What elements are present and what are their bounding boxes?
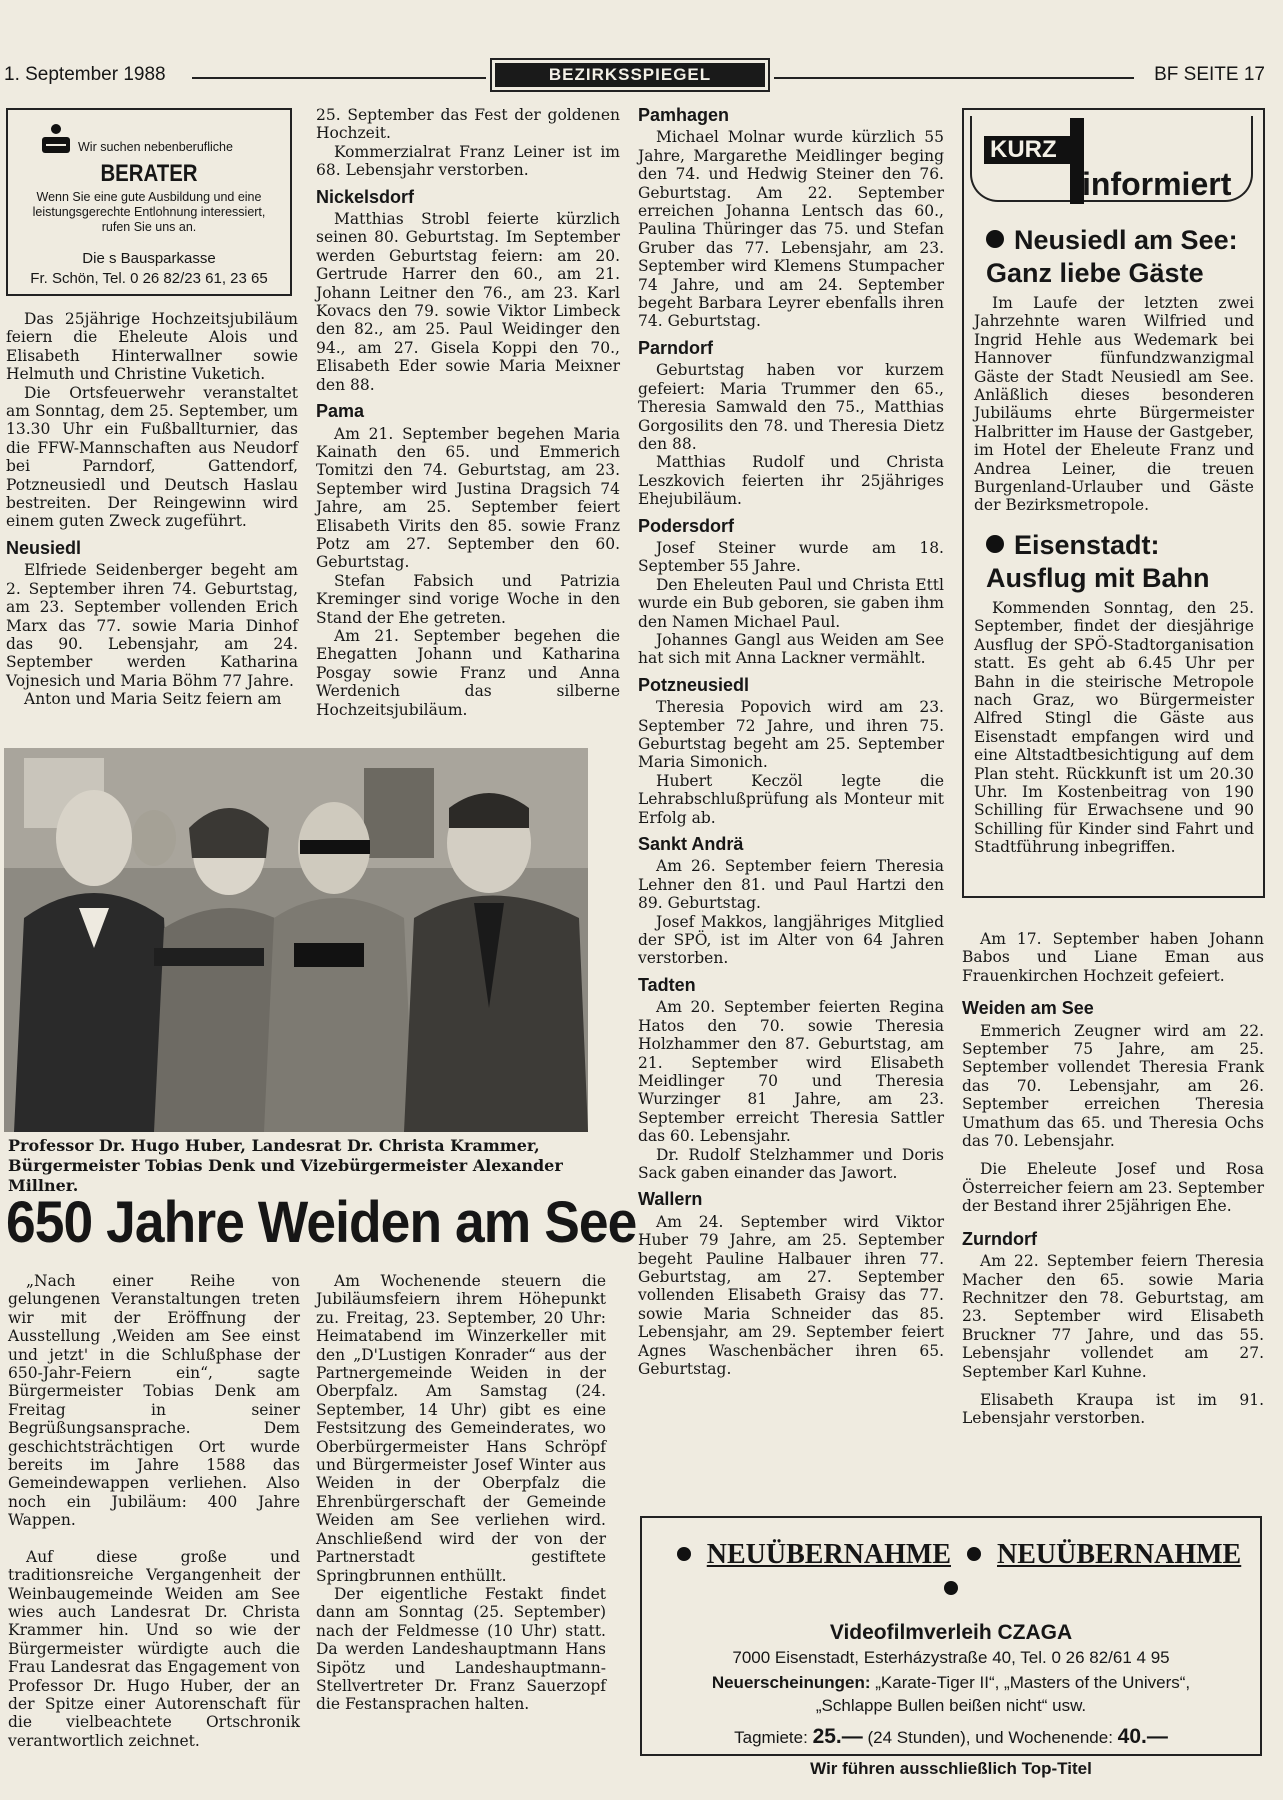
paragraph: Am Wochenende steuern die Jubiläumsfeiern ihrem Höhepunkt zu. Freitag, 23. September, 20 Uhr: Heimatabend im Winzerkeller mit den „D'Lustigen Konrader“ aus der Partnergemeinde Weiden in der Oberpfalz. Am Samstag (24. September, 14 Uhr) gibt es eine Festsitzung des Gemeinderates, wo Oberbürgermeister Hans Schröpf und Bürgermeister Josef Winter aus Weiden in der Oberpfalz die Ehrenbürgerschaft der Gemeinde Weiden am See verliehen wird. Anschließend wird der von der Partnerstadt gestiftete Springbrunnen enthüllt. xyxy=(316,1272,606,1585)
section-heading-wallern: Wallern xyxy=(638,1189,703,1210)
paragraph: Hubert Keczöl legte die Lehrabschlußprüfung als Monteur mit Erfolg ab. xyxy=(638,771,944,827)
bullet-icon xyxy=(677,1547,691,1561)
kurz-heading-1b: Ganz liebe Gäste xyxy=(986,258,1204,288)
logo-informiert: informiert xyxy=(1082,166,1232,202)
column-2 xyxy=(316,106,620,719)
ad-prices xyxy=(642,1725,1260,1749)
ad-berater-bank: Die s Bausparkasse xyxy=(82,250,216,267)
ad-price-day: 25.— xyxy=(812,1725,863,1748)
photo-image xyxy=(4,748,588,1132)
article-column-1 xyxy=(8,1272,300,1750)
paragraph: Den Eheleuten Paul und Christa Ettl wurde ein Bub geboren, sie gaben ihm den Namen Michael Paul. xyxy=(638,575,944,631)
paragraph: Matthias Rudolf und Christa Leszkovich feierten ihr 25jähriges Ehejubiläum. xyxy=(638,453,944,509)
paragraph: Dr. Rudolf Stelzhammer und Doris Sack gaben einander das Jawort. xyxy=(638,1145,944,1182)
ad-company-name: Videofilmverleih CZAGA xyxy=(829,1621,1073,1644)
ad-banner-1: NEUÜBERNAHME xyxy=(706,1539,951,1570)
article-headline: 650 Jahre Weiden am See xyxy=(6,1190,637,1255)
paragraph: Das 25jährige Hochzeitsjubiläum feiern die Eheleute Alois und Elisabeth Hinterwallner sowie Helmuth und Christine Vuketich. xyxy=(6,310,298,384)
paragraph: Matthias Strobl feierte kürzlich seinen 80. Geburtstag. Im September werden Geburtstag feiern: am 20. Gertrude Harrer den 60., am 21. Johann Leitner den 76., am 23. Karl Kovacs den 79. sowie Viktor Limbeck den 82., am 25. Paul Weidinger den 94., am 27. Gisela Koppi den 70., Elisabeth Eder sowie Maria Meixner den 88. xyxy=(316,210,620,394)
paragraph: Am 21. September begehen Maria Kainath den 65. und Emmerich Tomitzi den 74. Geburtstag, am 23. September wird Justina Dragsich 74 Jahre, am 25. September feiert Elisabeth Virits den 85. sowie Franz Potz am 27. September den 60. Geburtstag. xyxy=(316,424,620,572)
paragraph: Am 24. September wird Viktor Huber 79 Jahre, am 25. September begeht Pauline Halbauer ihren 77. Geburtstag, am 27. September vollenden Elisabeth Graisy das 77. sowie Maria Schneider das 85. Lebensjahr, am 29. September feiert Agnes Waschenbächer ihren 65. Geburtstag. xyxy=(638,1212,944,1378)
paragraph: Am 20. September feierten Regina Hatos den 70. sowie Theresia Holzhammer den 87. Geburtstag, am 21. September wird Elisabeth Meidlinger 70 und Theresia Wurzinger 81 Jahre, am 23. September erreicht Theresia Sattler das 60. Lebensjahr. xyxy=(638,998,944,1146)
paragraph: Elisabeth Kraupa ist im 91. Lebensjahr verstorben. xyxy=(962,1390,1264,1428)
ad-price-weekend: 40.— xyxy=(1117,1725,1168,1748)
kurz-heading-2b: Ausflug mit Bahn xyxy=(986,562,1210,593)
ad-berater-contact: Fr. Schön, Tel. 0 26 82/23 61, 23 65 xyxy=(30,270,268,287)
kurz-heading-1 xyxy=(986,224,1254,290)
paragraph: Emmerich Zeugner wird am 22. September 75 Jahre, am 25. September vollendet Theresia Frank das 70. Lebensjahr, am 26. September erreichen Theresia Umathum das 65. und Theresia Ochs das 70. Lebensjahr. xyxy=(962,1021,1264,1151)
section-heading-weiden: Weiden am See xyxy=(962,998,1094,1019)
column-4 xyxy=(962,930,1264,1428)
paragraph: Josef Steiner wurde am 18. September 55 Jahre. xyxy=(638,538,944,576)
bullet-icon xyxy=(967,1547,981,1561)
ad-berater-line3: leistungsgerechte Entlohnung interessiert, xyxy=(32,205,266,219)
ad-berater-line4: rufen Sie uns an. xyxy=(101,220,197,234)
issue-date: 1. September 1988 xyxy=(4,64,166,85)
paragraph: Am 26. September feiern Theresia Lehner den 81. und Paul Hartzi den 89. Geburtstag. xyxy=(638,857,944,913)
section-heading-sankt-andrae: Sankt Andrä xyxy=(638,834,744,855)
paragraph: Josef Makkos, langjähriges Mitglied der SPÖ, ist im Alter von 64 Jahren verstorben. xyxy=(638,912,944,968)
ad-new-label: Neuerscheinungen: xyxy=(711,1673,871,1692)
paragraph: Im Laufe der letzten zwei Jahrzehnte waren Wilfried und Ingrid Hehle aus Wedemark bei Hannover fünfundzwanzigmal Gäste der Stadt Neusiedl am See. Anläßlich dieses besonderen Jubiläums ehrte Bürgermeister Halbritter im Hause der Gastgeber, im Hotel der Eheleute Franz und Andrea Leiner, die treuen Burgenland-Urlauber und Gäste der Bezirksmetropole. xyxy=(974,294,1254,515)
section-heading-tadten: Tadten xyxy=(638,974,696,995)
ad-berater-line1: Wir suchen nebenberufliche xyxy=(78,140,233,154)
kurz-informiert-logo xyxy=(970,116,1259,206)
logo-kurz: KURZ xyxy=(984,136,1072,164)
ad-videofilmverleih xyxy=(640,1516,1262,1778)
kurz-heading-1a: Neusiedl am See: xyxy=(1014,225,1238,255)
ad-banner-2: NEUÜBERNAHME xyxy=(997,1539,1242,1570)
ad-price-day-label: Tagmiete: xyxy=(734,1728,808,1747)
kurz-content xyxy=(974,224,1254,857)
paragraph: Kommerzialrat Franz Leiner ist im 68. Lebensjahr verstorben. xyxy=(316,142,620,180)
kurz-informiert-box xyxy=(962,108,1265,898)
ad-banner xyxy=(642,1538,1260,1606)
ad-new-titles: „Karate-Tiger II“, „Masters of the Univers“, xyxy=(875,1673,1191,1692)
kurz-heading-2a: Eisenstadt: xyxy=(1014,529,1160,560)
ad-berater xyxy=(6,108,292,296)
paragraph: Theresia Popovich wird am 23. September 72 Jahre, und ihren 75. Geburtstag begeht am 25. September Maria Simonich. xyxy=(638,698,944,772)
page-header xyxy=(0,58,1283,98)
paragraph: Johannes Gangl aus Weiden am See hat sich mit Anna Lackner vermählt. xyxy=(638,630,944,668)
photo-caption: Professor Dr. Hugo Huber, Landesrat Dr. Christa Krammer, Bürgermeister Tobias Denk und Vizebürgermeister Alexander Millner. xyxy=(8,1136,563,1195)
header-rule-left xyxy=(192,77,486,79)
paragraph: „Nach einer Reihe von gelungenen Veranstaltungen treten wir mit der Eröffnung der Ausstellung ‚Weiden am See einst und jetzt' in die Schlußphase der 650-Jahr-Feiern ein“, sagte Bürgermeister Tobias Denk am Freitag in seiner Begrüßungsansprache. Dem geschichtsträchtigen Ort wurde bereits im Jahre 1588 das Gemeindewappen verliehen. Also noch ein Jubiläum: 400 Jahre Wappen. xyxy=(8,1272,300,1530)
news-photo xyxy=(4,748,588,1132)
bullet-icon xyxy=(944,1581,958,1595)
section-title: BEZIRKSSPIEGEL xyxy=(495,63,765,87)
section-heading-nickelsdorf: Nickelsdorf xyxy=(316,186,415,207)
ad-address: 7000 Eisenstadt, Esterházystraße 40, Tel. 0 26 82/61 4 95 xyxy=(732,1648,1170,1667)
section-heading-podersdorf: Podersdorf xyxy=(638,515,735,536)
paragraph: Am 21. September begehen die Ehegatten Johann und Katharina Posgay sowie Franz und Anna Werdenich das silberne Hochzeitsjubiläum. xyxy=(316,626,620,719)
section-heading-potzneusiedl: Potzneusiedl xyxy=(638,674,750,695)
paragraph: Michael Molnar wurde kürzlich 55 Jahre, Margarethe Meidlinger beging den 74. und Hedwig Steiner den 76. Geburtstag. Am 22. September erreichen Johanna Lentsch das 60., Paulina Thüringer das 75. und Stefan Gruber das 77. Lebensjahr, am 23. September wird Klemens Stumpacher 74 Jahre, und am 24. September begeht Barbara Leyrer ebenfalls ihren 74. Geburtstag. xyxy=(638,128,944,331)
paragraph: Am 22. September feiern Theresia Macher den 65. sowie Maria Rechnitzer den 78. Geburtstag, am 23. September wird Elisabeth Bruckner 77 Jahre, und das 55. Lebensjahr vollendet am 27. September Karl Kuhne. xyxy=(962,1252,1264,1381)
section-heading-parndorf: Parndorf xyxy=(638,337,714,358)
section-heading-zurndorf: Zurndorf xyxy=(962,1228,1037,1249)
paragraph: Anton und Maria Seitz feiern am xyxy=(24,690,282,709)
section-banner xyxy=(490,58,770,92)
sparkasse-logo-icon xyxy=(42,124,70,154)
paragraph: Kommenden Sonntag, den 25. September, findet der diesjährige Ausflug der SPÖ-Stadtorganisation statt. Es geht ab 6.45 Uhr per Bahn in die steirische Metropole nach Graz, wo Bürgermeister Alfred Stingl die Gäste aus Eisenstadt empfangen wird und eine Altstadtbesichtigung auf dem Plan steht. Rückkunft ist um 20.30 Uhr. Im Kostenbeitrag von 190 Schilling für Erwachsene und 90 Schilling für Kinder sind Fahrt und Stadtführung inbegriffen. xyxy=(974,598,1254,857)
column-3 xyxy=(638,106,944,1378)
paragraph: Die Eheleute Josef und Rosa Österreicher feiern am 23. September der Bestand ihrer 25jährigen Ehe. xyxy=(962,1160,1264,1216)
paragraph: 25. September das Fest der goldenen Hochzeit. xyxy=(316,106,620,143)
ad-berater-text xyxy=(8,190,290,235)
page-number: BF SEITE 17 xyxy=(1154,64,1265,85)
ad-new-titles-2: „Schlappe Bullen beißen nicht“ usw. xyxy=(815,1696,1087,1715)
header-rule-right xyxy=(774,77,1134,79)
section-heading-pama: Pama xyxy=(316,401,365,422)
paragraph: Der eigentliche Festakt findet dann am Sonntag (25. September) nach der Feldmesse (10 Uhr) statt. Da werden Landeshauptmann Hans Sipötz und Landeshauptmann-Stellvertreter Dr. Franz Sauerzopf die Festansprachen halten. xyxy=(316,1584,606,1714)
section-heading-neusiedl: Neusiedl xyxy=(6,537,82,558)
ad-tagline: Wir führen ausschließlich Top-Titel xyxy=(810,1759,1092,1778)
bullet-icon xyxy=(986,535,1004,553)
paragraph: Auf diese große und traditionsreiche Vergangenheit der Weinbaugemeinde Weiden am See wies auch Landesrat Dr. Christa Krammer hin. Und so wie der Bürgermeister würdigte auch die Frau Landesrat das Engagement von Professor Dr. Hugo Huber, der an der Spitze einer Autorenschaft für die vielbeachtete Ortschronik verantwortlich zeichnet. xyxy=(8,1547,300,1750)
kurz-heading-2 xyxy=(986,529,1254,595)
ad-berater-title: BERATER xyxy=(100,160,198,187)
paragraph: Elfriede Seidenberger begeht am 2. September ihren 74. Geburtstag, am 23. September vollenden Erich Marx das 77. sowie Maria Dinhof das 90. Lebensjahr, am 24. September werden Katharina Vojnesich und Maria Böhm 77 Jahre. xyxy=(6,561,298,690)
ad-price-note: (24 Stunden), und Wochenende: xyxy=(867,1728,1113,1747)
paragraph: Stefan Fabsich und Patrizia Kreminger sind vorige Woche in den Stand der Ehe getreten. xyxy=(316,571,620,627)
ad-new-releases xyxy=(642,1671,1260,1694)
section-heading-pamhagen: Pamhagen xyxy=(638,105,730,125)
ad-berater-line2: Wenn Sie eine gute Ausbildung und eine xyxy=(36,190,262,204)
paragraph: Am 17. September haben Johann Babos und Liane Eman aus Frauenkirchen Hochzeit gefeiert. xyxy=(962,930,1264,985)
paragraph: Die Ortsfeuerwehr veranstaltet am Sonntag, dem 25. September, um 13.30 Uhr ein Fußballturnier, das die FFW-Mannschaften aus Neudorf bei Parndorf, Gattendorf, Potzneusiedl und Deutsch Haslau bestreiten. Der Reingewinn wird einem guten Zweck zugeführt. xyxy=(6,383,298,531)
column-1 xyxy=(6,310,298,709)
paragraph: Geburtstag haben vor kurzem gefeiert: Maria Trummer den 65., Theresia Samwald den 75., Matthias Gorgosilits den 78. und Theresia Dietz den 88. xyxy=(638,361,944,453)
article-column-2 xyxy=(316,1272,606,1714)
bullet-icon xyxy=(986,230,1004,248)
